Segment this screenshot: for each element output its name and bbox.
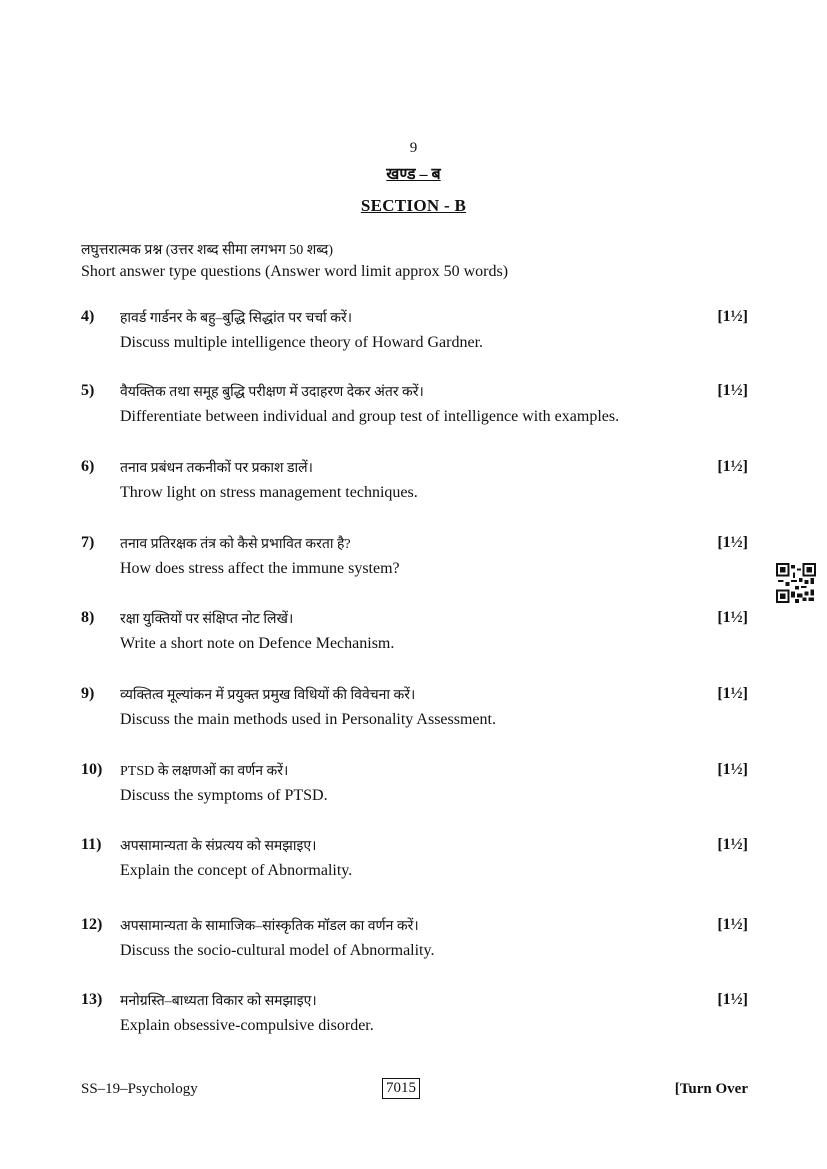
question-text-english: Discuss the symptoms of PTSD. <box>120 787 328 804</box>
question-text-hindi: हावर्ड गार्डनर के बहु–बुद्धि सिद्धांत पर चर्चा करें। <box>120 311 353 326</box>
section-heading-hindi-text: खण्ड – ब <box>386 166 441 183</box>
question-marks: [1½] <box>717 382 748 399</box>
question-text-english: Discuss the main methods used in Personality Assessment. <box>120 711 496 728</box>
question-8 <box>81 609 748 659</box>
question-number: 11) <box>81 836 102 853</box>
question-marks: [1½] <box>717 991 748 1008</box>
question-text-hindi: तनाव प्रबंधन तकनीकों पर प्रकाश डालें। <box>120 461 313 476</box>
question-7 <box>81 534 748 584</box>
footer-paper-code: SS–19–Psychology <box>81 1081 198 1097</box>
question-marks: [1½] <box>717 534 748 551</box>
question-6 <box>81 458 748 508</box>
question-marks: [1½] <box>717 916 748 933</box>
question-5 <box>81 382 748 432</box>
question-number: 12) <box>81 916 103 933</box>
section-heading-english <box>0 196 827 216</box>
question-13 <box>81 991 748 1041</box>
question-number: 4) <box>81 308 95 325</box>
question-marks: [1½] <box>717 761 748 778</box>
question-9 <box>81 685 748 735</box>
question-text-english: Discuss multiple intelligence theory of Howard Gardner. <box>120 334 484 351</box>
question-text-english: Throw light on stress management techniques. <box>120 484 418 501</box>
question-text-hindi: रक्षा युक्तियों पर संक्षिप्त नोट लिखें। <box>120 612 294 627</box>
question-4 <box>81 308 748 358</box>
question-number: 8) <box>81 609 95 626</box>
question-text-hindi: तनाव प्रतिरक्षक तंत्र को कैसे प्रभावित करता है? <box>120 537 351 552</box>
question-text-english: Discuss the socio-cultural model of Abnormality. <box>120 942 435 959</box>
question-text-english: Explain obsessive-compulsive disorder. <box>120 1017 374 1034</box>
question-marks: [1½] <box>717 458 748 475</box>
question-text-hindi: मनोग्रस्ति–बाध्यता विकार को समझाइए। <box>120 994 317 1009</box>
question-number: 7) <box>81 534 95 551</box>
question-text-english: How does stress affect the immune system? <box>120 560 400 577</box>
question-text-english: Explain the concept of Abnormality. <box>120 862 353 879</box>
section-heading-english-text: SECTION - B <box>360 196 467 215</box>
question-text-hindi: व्यक्तित्व मूल्यांकन में प्रयुक्त प्रमुख विधियों की विवेचना करें। <box>120 688 416 703</box>
footer-turn-over: [Turn Over <box>674 1081 748 1097</box>
question-10 <box>81 761 748 811</box>
question-number: 10) <box>81 761 103 778</box>
question-marks: [1½] <box>717 685 748 702</box>
qr-code-icon <box>776 563 816 603</box>
footer-page-code: 7015 <box>382 1078 420 1099</box>
question-text-hindi: अपसामान्यता के संप्रत्यय को समझाइए। <box>120 839 317 854</box>
question-text-hindi: PTSD के लक्षणओं का वर्णन करें। <box>120 764 289 779</box>
question-marks: [1½] <box>717 836 748 853</box>
instructions-english: Short answer type questions (Answer word limit approx 50 words) <box>81 263 509 280</box>
question-text-hindi: अपसामान्यता के सामाजिक–सांस्कृतिक मॉडल का वर्णन करें। <box>120 919 419 934</box>
section-heading-hindi <box>0 162 827 184</box>
question-number: 9) <box>81 685 95 702</box>
question-marks: [1½] <box>717 609 748 626</box>
question-text-english: Differentiate between individual and group test of intelligence with examples. <box>120 408 620 425</box>
question-number: 6) <box>81 458 95 475</box>
question-text-english: Write a short note on Defence Mechanism. <box>120 635 395 652</box>
instructions-hindi: लघुत्तरात्मक प्रश्न (उत्तर शब्द सीमा लगभग 50 शब्द) <box>81 243 334 258</box>
question-number: 5) <box>81 382 95 399</box>
question-12 <box>81 916 748 966</box>
question-number: 13) <box>81 991 103 1008</box>
question-marks: [1½] <box>717 308 748 325</box>
page-number: 9 <box>409 140 418 156</box>
question-11 <box>81 836 748 886</box>
question-text-hindi: वैयक्तिक तथा समूह बुद्धि परीक्षण में उदाहरण देकर अंतर करें। <box>120 385 424 400</box>
